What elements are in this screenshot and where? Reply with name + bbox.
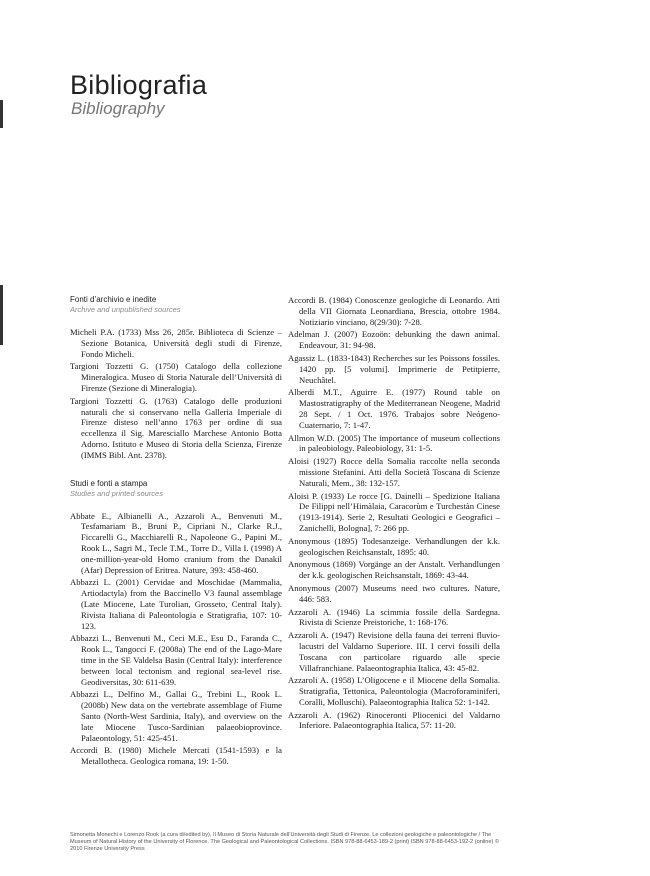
page-footer: Simonetta Monechi e Lorenzo Rook (a cura di/edited by), Il Museo di Storia Naturale dell’Università degli Studi di Firenze. Le collezioni geologiche e paleontologiche / The Museum of Natural History of the University of Florence. The Geological and Paleontological Collections. ISBN 978-88-6453-189-2 (print) ISBN 978-88-6453-192-2 (online) © 2010 Firenze University Press xyxy=(70,832,500,852)
reference-item: Micheli P.A. (1733) Mss 26, 285r. Biblioteca di Scienze – Sezione Botanica, Università degli studi di Firenze, Fondo Micheli. xyxy=(70,327,282,359)
reference-item: Abbate E., Albianelli A., Azzaroli A., Benvenuti M., Tesfamariam B., Bruni P., Cipriani N., Clarke R.J., Ficcarelli G., Macchiarelli R., Napoleone G., Papini M., Rook L., Sagri M., Tecle T.M., Torre D., Villa I. (1998) A one-million-year-old Homo cranium from the Danakil (Afar) Depression of Eritrea. Nature, 393: 458-460. xyxy=(70,510,282,575)
right-column xyxy=(288,295,500,733)
page-title: Bibliografia xyxy=(70,70,208,100)
page-edge-mark xyxy=(0,285,3,345)
reference-item: Anonymous (1869) Vorgänge an der Anstalt. Verhandlungen der k.k. geologischen Reichsanstalt, 1869: 43-44. xyxy=(288,559,500,581)
reference-item: Azzaroli A. (1958) L’Oligocene e il Miocene della Somalia. Stratigrafia, Tettonica, Paleontologia (Macroforaminiferi, Coralli, Molluschi). Palaeontographia Italica 52: 1-142. xyxy=(288,675,500,707)
reference-item: Abbazzi L., Delfino M., Gallai G., Trebini L., Rook L. (2008b) New data on the vertebrate assemblage of Fiume Santo (North-West Sardinia, Italy), and overview on the late Miocene Tusco-Sardinian palaeobioprovince. Palaeontology, 51: 425-451. xyxy=(70,689,282,743)
reference-item: Allmon W.D. (2005) The importance of museum collections in paleobiology. Paleobiology, 31: 1-5. xyxy=(288,432,500,454)
reference-item: Alberdi M.T., Aguirre E. (1977) Round table on Mastostratigraphy of the Mediterranean Neogene, Madrid 28 Sept. / 1 Oct. 1976. Trabajos sobre Neógeno-Cuaternario, 7: 1-47. xyxy=(288,387,500,430)
reference-item: Accordi B. (1980) Michele Mercati (1541-1593) e la Metallotheca. Geologica romana, 19: 1-50. xyxy=(70,745,282,767)
section-title-archive: Fonti d’archivio e inedite xyxy=(70,295,157,304)
reference-item: Abbazzi L., Benvenuti M., Ceci M.E., Esu D., Faranda C., Rook L., Tangocci F. (2008a) The end of the Lago-Mare time in the SE Valdelsa Basin (Central Italy): interference between local tectonism and regional sea-level rise. Geodiversitas, 30: 611-639. xyxy=(70,633,282,687)
reference-item: Agassiz L. (1833-1843) Recherches sur les Poissons fossiles. 1420 pp. [5 volumi]. Imprimerie de Petitpierre, Neuchâtel. xyxy=(288,352,500,385)
reference-item: Accordi B. (1984) Conoscenze geologiche di Leonardo. Atti della VII Giornata Leonardiana, Brescia, ottobre 1984. Notiziario vinciano, 8(29/30): 7-28. xyxy=(288,295,500,327)
reference-item: Anonymous (1895) Todesanzeige. Verhandlungen der k.k. geologischen Reichsanstalt, 1895: 40. xyxy=(288,535,500,557)
section-title-printed: Studi e fonti a stampa xyxy=(70,478,148,488)
reference-item: Abbazzi L. (2001) Cervidae and Moschidae (Mammalia, Artiodactyla) from the Baccinello V3 faunal assemblage (Late Miocene, Late Turolian, Grosseto, Central Italy). Rivista Italiana di Paleontologia e Stratigrafia, 107: 10-123. xyxy=(70,577,282,631)
left-column xyxy=(70,295,282,769)
reference-item: Adelman J. (2007) Eozoön: debunking the dawn animal. Endeavour, 31: 94-98. xyxy=(288,329,500,351)
reference-item: Azzaroli A. (1962) Rinoceronti Pliocenici del Valdarno Inferiore. Palaeontographia Italica, 57: 11-20. xyxy=(288,709,500,731)
reference-item: Azzaroli A. (1946) La scimmia fossile della Sardegna. Rivista di Scienze Preistoriche, 1: 168-176. xyxy=(288,606,500,628)
reference-item: Targioni Tozzetti G. (1763) Catalogo delle produzioni naturali che si conservano nella Galleria Imperiale di Firenze disteso nell’anno 1763 per ordine di sua eccellenza il Sig. Maresciallo Marchese Antonio Botta Adorno. Istituto e Museo di Storia della Scienza, Firenze (IMMS Bibl. Ant. 2378). xyxy=(70,395,282,460)
reference-item: Anonymous (2007) Museums need two cultures. Nature, 446: 583. xyxy=(288,582,500,604)
reference-item: Targioni Tozzetti G. (1750) Catalogo della collezione Mineralogica. Museo di Storia Naturale dell’Università di Firenze (Sezione di Mineralogia). xyxy=(70,361,282,393)
section-subtitle-archive: Archive and unpublished sources xyxy=(70,305,181,314)
reference-item: Azzaroli A. (1947) Revisione della fauna dei terreni fluvio-lacustri del Valdarno Superiore. III. I cervi fossili della Toscana con particolare riguardo alle specie Villafranchiane. Palaeontographia Italica, 43: 45-82. xyxy=(288,630,500,673)
page-subtitle: Bibliography xyxy=(71,99,165,118)
reference-item: Aloisi P. (1933) Le rocce [G. Dainelli – Spedizione Italiana De Filippi nell’Himàlaia, Caracorùm e Turchestàn Cinese (1913-1914). Serie 2, Resultati Geologici e Geografici – Zanichelli, Bologna], 7: 266 pp. xyxy=(288,490,500,533)
page-edge-mark xyxy=(0,100,3,128)
reference-item: Aloisi (1927) Rocce della Somalia raccolte nella seconda missione Stefanini. Atti della Società Toscana di Scienze Naturali, Mem., 38: 132-157. xyxy=(288,456,500,488)
section-subtitle-printed: Studies and printed sources xyxy=(70,488,163,498)
